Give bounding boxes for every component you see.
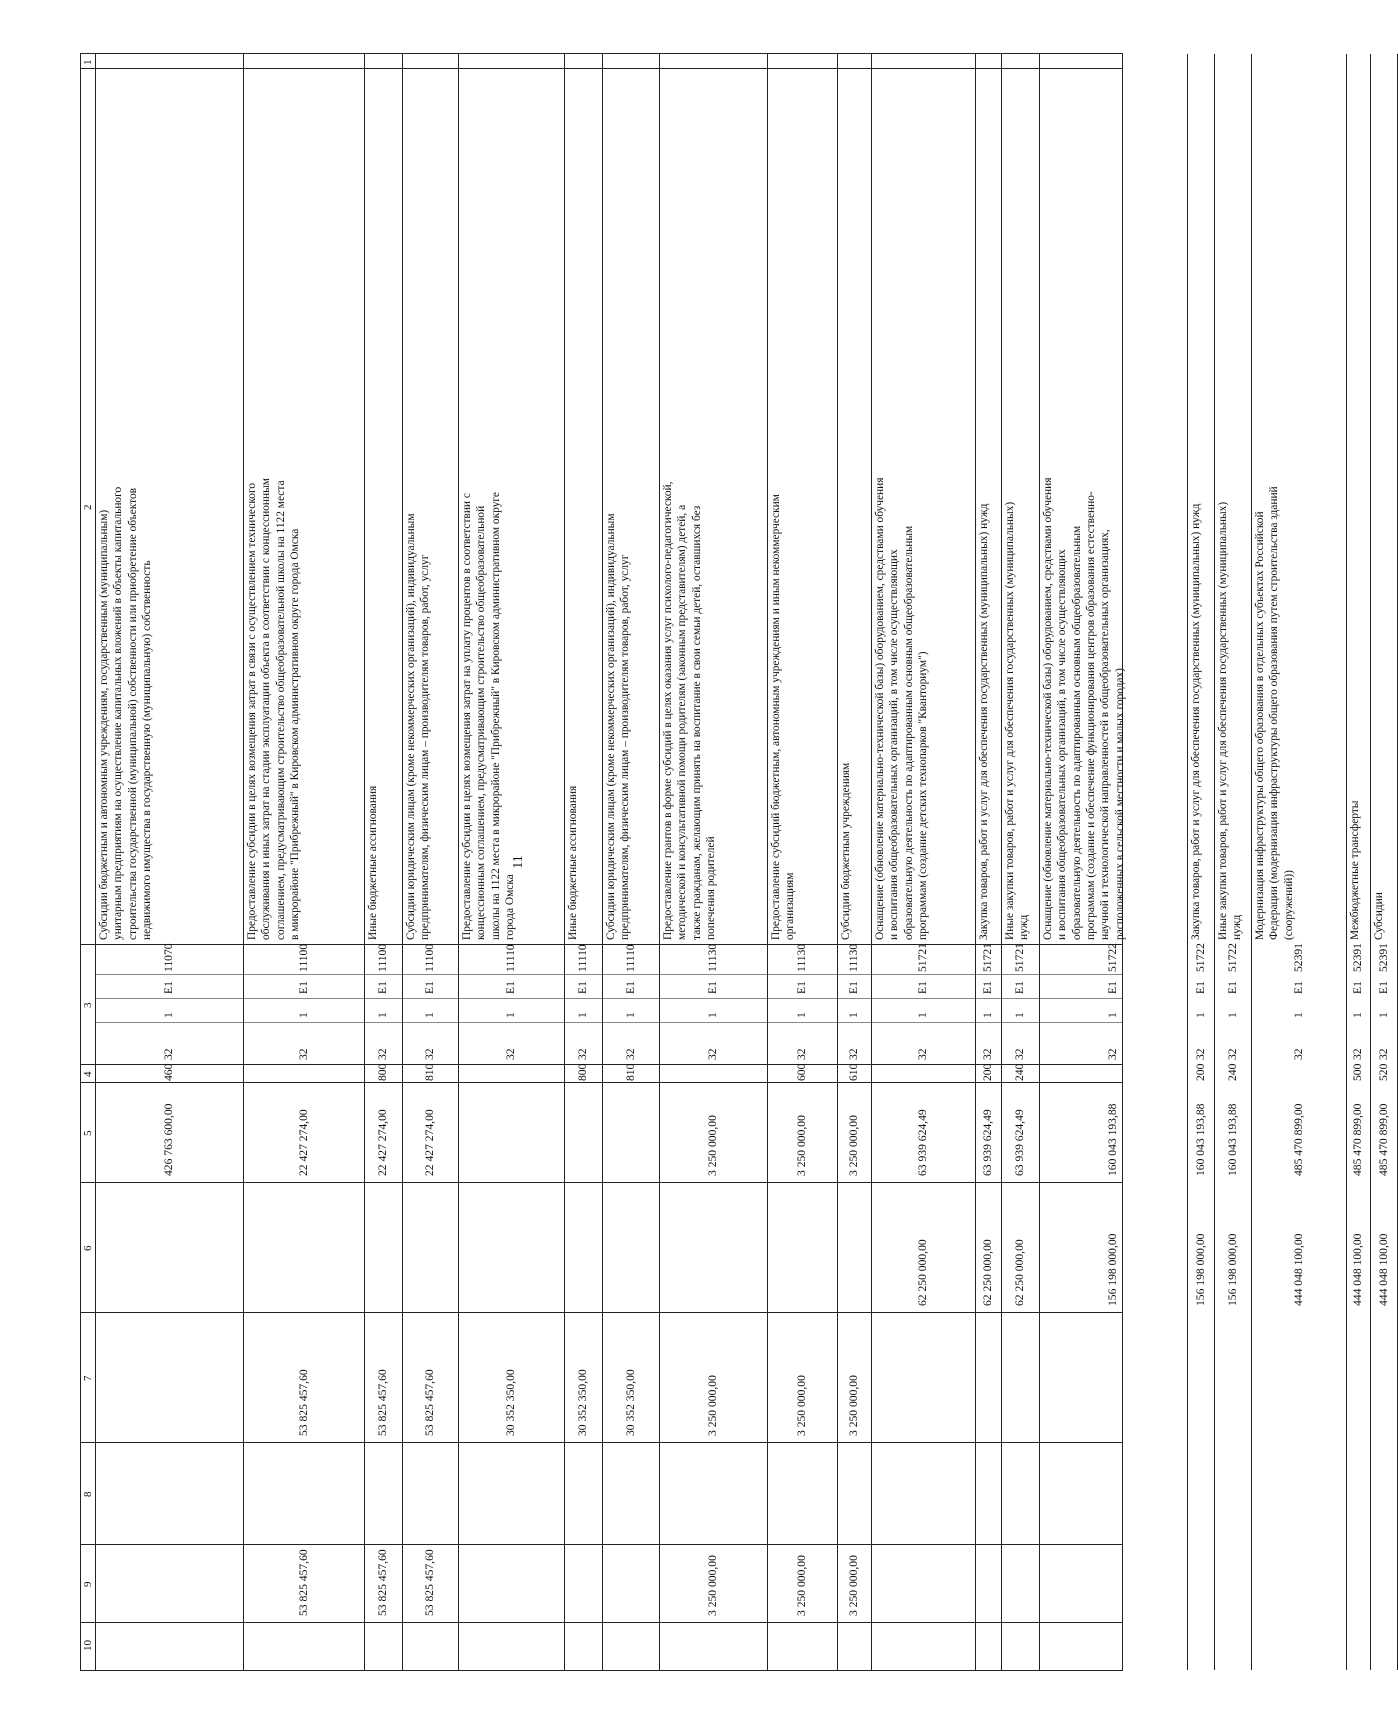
code-part-1: 32 bbox=[1291, 1048, 1305, 1060]
code-part-2: 1 bbox=[423, 1012, 436, 1018]
code-part-1: 32 bbox=[1013, 1048, 1026, 1060]
code-part-1: 32 bbox=[1106, 1048, 1119, 1060]
row-name: Закупка товаров, работ и услуг для обеспечения государственных (муниципальных) нужд bbox=[978, 503, 990, 940]
row-name: Иные закупки товаров, работ и услуг для обеспечения государственных (муниципальных) нужд bbox=[1217, 501, 1244, 940]
expense-type-code: 800 bbox=[576, 1063, 589, 1081]
amount-c6: 444 048 100,00 bbox=[1376, 1233, 1390, 1306]
code-part-2: 1 bbox=[847, 1012, 860, 1018]
code-part-1: 32 bbox=[706, 1048, 719, 1060]
row-name: Иные бюджетные ассигнования bbox=[567, 785, 579, 940]
amount-c5: 160 043 193,88 bbox=[1193, 1103, 1207, 1176]
code-part-4: 51721 bbox=[916, 943, 929, 972]
table-row bbox=[1214, 54, 1252, 1670]
amount-c7: 53 825 457,60 bbox=[296, 1369, 310, 1436]
expense-type-code: 200 bbox=[981, 1063, 994, 1081]
table-row bbox=[95, 54, 244, 1670]
code-part-3: E1 bbox=[706, 981, 719, 994]
code-part-3: E1 bbox=[795, 981, 808, 994]
table-row bbox=[1001, 54, 1040, 1670]
row-name: Иные бюджетные ассигнования bbox=[367, 785, 379, 940]
column-header-3: 3 bbox=[82, 1002, 94, 1008]
column-header-2: 2 bbox=[82, 504, 94, 510]
column-header-7: 7 bbox=[82, 1375, 94, 1381]
column-header-1: 1 bbox=[82, 59, 94, 65]
table-row bbox=[1187, 54, 1215, 1670]
amount-c9: 53 825 457,60 bbox=[423, 1549, 436, 1616]
amount-c6: 62 250 000,00 bbox=[981, 1239, 994, 1306]
code-part-1: 32 bbox=[795, 1048, 808, 1060]
amount-c5: 160 043 193,88 bbox=[1106, 1103, 1119, 1176]
expense-type-code: 200 bbox=[1193, 1063, 1207, 1081]
amount-c5: 485 470 899,00 bbox=[1351, 1103, 1364, 1176]
row-name: Субсидии бюджетным и автономным учреждениям, государственным (муниципальным) унитарным предприятиям на осуществление капитальных вложений в объекты капитального строительства государственной (муниципальной) собственности или приобретение объектов недвижимого имущества в государственную (муниципальную) собственность bbox=[98, 486, 154, 940]
table-row bbox=[837, 54, 872, 1670]
code-part-3: E1 bbox=[981, 981, 994, 994]
row-name: Межбюджетные трансферты bbox=[1349, 800, 1361, 940]
code-part-1: 32 bbox=[1376, 1048, 1390, 1060]
column-header-8: 8 bbox=[82, 1491, 94, 1497]
amount-c5: 22 427 274,00 bbox=[376, 1109, 389, 1176]
amount-c9: 3 250 000,00 bbox=[795, 1555, 808, 1616]
code-part-2: 1 bbox=[1106, 1012, 1119, 1018]
table-row bbox=[364, 54, 403, 1670]
code-part-4: 51722 bbox=[1106, 943, 1119, 972]
code-part-4: 52391 bbox=[1351, 943, 1364, 972]
code-part-4: 11110 bbox=[504, 944, 517, 972]
code-part-2: 1 bbox=[916, 1012, 929, 1018]
table-row bbox=[1370, 54, 1398, 1670]
code-part-3: E1 bbox=[1351, 981, 1364, 994]
code-part-1: 32 bbox=[504, 1048, 517, 1060]
amount-c5: 426 763 600,00 bbox=[162, 1103, 175, 1176]
column-header-10: 10 bbox=[82, 1640, 94, 1651]
amount-c7: 30 352 350,00 bbox=[623, 1369, 637, 1436]
row-name: Оснащение (обновление материально-технической базы) оборудованием, средствами обучения и воспитания общеобразовательных организаций, в том числе осуществляющих образовательную деятельность по адаптированным основным общеобразовательным программам (создание и обеспечение функционирования центров образования естественно- научной и технологической направленностей в общеобразовательных организациях, расположенных в сельской местности и малых городах) bbox=[1042, 477, 1126, 940]
table-row bbox=[659, 54, 768, 1670]
page-number: 11 bbox=[511, 855, 526, 869]
code-part-1: 32 bbox=[847, 1048, 860, 1060]
code-part-2: 1 bbox=[1013, 1012, 1026, 1018]
amount-c6: 156 198 000,00 bbox=[1106, 1233, 1119, 1306]
code-part-1: 32 bbox=[623, 1048, 637, 1060]
code-part-1: 32 bbox=[916, 1048, 929, 1060]
table-row bbox=[564, 54, 603, 1670]
row-name: Субсидии юридическим лицам (кроме некоммерческих организаций), индивидуальным предпринимателям, физическим лицам – производителям товаров, работ, услуг bbox=[405, 513, 432, 940]
amount-c5: 3 250 000,00 bbox=[795, 1115, 808, 1176]
table-row bbox=[1039, 54, 1188, 1670]
code-part-2: 1 bbox=[504, 1012, 517, 1018]
code-part-4: 11070 bbox=[162, 943, 175, 972]
expense-type-code: 610 bbox=[847, 1063, 860, 1081]
table-row bbox=[871, 54, 976, 1670]
amount-c5: 63 939 624,49 bbox=[1013, 1109, 1026, 1176]
code-part-3: E1 bbox=[376, 981, 389, 994]
row-name: Закупка товаров, работ и услуг для обеспечения государственных (муниципальных) нужд bbox=[1190, 503, 1202, 940]
row-name: Иные закупки товаров, работ и услуг для обеспечения государственных (муниципальных) нужд bbox=[1004, 501, 1031, 940]
amount-c9: 3 250 000,00 bbox=[847, 1555, 860, 1616]
code-part-2: 1 bbox=[1351, 1012, 1364, 1018]
code-part-1: 32 bbox=[1225, 1048, 1239, 1060]
amount-c5: 160 043 193,88 bbox=[1225, 1103, 1239, 1176]
expense-type-code: 810 bbox=[623, 1063, 637, 1081]
code-part-2: 1 bbox=[1225, 1012, 1239, 1018]
amount-c5: 63 939 624,49 bbox=[981, 1109, 994, 1176]
code-part-2: 1 bbox=[376, 1012, 389, 1018]
code-part-2: 1 bbox=[706, 1012, 719, 1018]
row-name: Предоставление субсидии в целях возмещения затрат на уплату процентов в соответствии с концессионным соглашением, предусматривающим строительство общеобразовательной школы на 1122 места в микрорайоне "Прибрежный" в Кировском административном округе города Омска bbox=[461, 492, 517, 940]
amount-c7: 30 352 350,00 bbox=[576, 1369, 589, 1436]
row-name: Субсидии бюджетным учреждениям bbox=[840, 762, 852, 940]
row-name: Оснащение (обновление материально-технической базы) оборудованием, средствами обучения и воспитания общеобразовательных организаций, в том числе осуществляющих образовательную деятельность по адаптированным основным общеобразовательным программам (создание детских технопарков "Кванториум") bbox=[874, 477, 930, 940]
expense-type-code: 600 bbox=[795, 1063, 808, 1081]
row-name: Предоставление субсидии в целях возмещения затрат в связи с осуществлением технического обслуживания и иных затрат на стадии эксплуатации объекта в соответствии с концессионным соглашением, предусматривающим строительство общеобразовательной школы на 1122 места в микрорайоне "Прибрежный" в Кировском административном округе города Омска bbox=[246, 478, 302, 940]
code-part-3: E1 bbox=[1106, 981, 1119, 994]
code-part-4: 11110 bbox=[576, 944, 589, 972]
amount-c9: 53 825 457,60 bbox=[376, 1549, 389, 1616]
code-part-3: E1 bbox=[296, 981, 310, 994]
code-part-1: 32 bbox=[576, 1048, 589, 1060]
code-part-3: E1 bbox=[623, 981, 637, 994]
amount-c5: 22 427 274,00 bbox=[296, 1109, 310, 1176]
expense-type-code: 810 bbox=[423, 1063, 436, 1081]
amount-c9: 3 250 000,00 bbox=[706, 1555, 719, 1616]
amount-c7: 53 825 457,60 bbox=[376, 1369, 389, 1436]
amount-c7: 3 250 000,00 bbox=[795, 1375, 808, 1436]
code-part-4: 11130 bbox=[706, 943, 719, 972]
row-name: Субсидии bbox=[1373, 892, 1385, 940]
amount-c5: 22 427 274,00 bbox=[423, 1109, 436, 1176]
code-part-3: E1 bbox=[916, 981, 929, 994]
table-row bbox=[1346, 54, 1371, 1670]
code-part-4: 11100 bbox=[376, 943, 389, 972]
code-part-4: 52391 bbox=[1376, 943, 1390, 972]
amount-c7: 30 352 350,00 bbox=[504, 1369, 517, 1436]
column-header-6: 6 bbox=[82, 1245, 94, 1251]
amount-c6: 444 048 100,00 bbox=[1351, 1233, 1364, 1306]
code-part-1: 32 bbox=[1193, 1048, 1207, 1060]
code-part-3: E1 bbox=[162, 981, 175, 994]
code-part-3: E1 bbox=[423, 981, 436, 994]
amount-c5: 3 250 000,00 bbox=[706, 1115, 719, 1176]
row-name: Предоставление субсидий бюджетным, автономным учреждениям и иным некоммерческим организациям bbox=[770, 494, 797, 940]
amount-c7: 3 250 000,00 bbox=[847, 1375, 860, 1436]
code-part-3: E1 bbox=[576, 981, 589, 994]
code-part-3: E1 bbox=[1013, 981, 1026, 994]
amount-c7: 53 825 457,60 bbox=[423, 1369, 436, 1436]
code-part-2: 1 bbox=[1376, 1012, 1390, 1018]
header-row bbox=[81, 54, 96, 1670]
row-name: Субсидии юридическим лицам (кроме некоммерческих организаций), индивидуальным предпринимателям, физическим лицам – производителям товаров, работ, услуг bbox=[605, 513, 632, 940]
code-part-4: 11130 bbox=[795, 943, 808, 972]
code-part-2: 1 bbox=[981, 1012, 994, 1018]
code-part-2: 1 bbox=[576, 1012, 589, 1018]
code-part-1: 32 bbox=[423, 1048, 436, 1060]
row-name: Предоставление грантов в форме субсидий в целях оказания услуг психолого-педагогической, методической и консультативной помощи родителям (законным представителям) детей, а также гражданам, желающим принять на воспитание в свои семьи детей, оставшихся без попечения родителей bbox=[662, 481, 718, 940]
table-row bbox=[975, 54, 1002, 1670]
code-part-1: 32 bbox=[981, 1048, 994, 1060]
code-part-2: 1 bbox=[623, 1012, 637, 1018]
code-part-3: E1 bbox=[847, 981, 860, 994]
amount-c6: 156 198 000,00 bbox=[1225, 1233, 1239, 1306]
code-part-4: 51722 bbox=[1193, 943, 1207, 972]
expense-type-code: 500 bbox=[1351, 1063, 1364, 1081]
table-row bbox=[1251, 54, 1347, 1670]
column-header-5: 5 bbox=[82, 1130, 94, 1136]
amount-c6: 444 048 100,00 bbox=[1291, 1233, 1305, 1306]
column-header-4: 4 bbox=[82, 1071, 94, 1077]
code-part-4: 11100 bbox=[296, 943, 310, 972]
amount-c5: 3 250 000,00 bbox=[847, 1115, 860, 1176]
code-part-3: E1 bbox=[504, 981, 517, 994]
expense-type-code: 520 bbox=[1376, 1063, 1390, 1081]
code-part-2: 1 bbox=[296, 1012, 310, 1018]
amount-c7: 3 250 000,00 bbox=[706, 1375, 719, 1436]
code-part-3: E1 bbox=[1376, 981, 1390, 994]
code-part-2: 1 bbox=[795, 1012, 808, 1018]
code-part-1: 32 bbox=[376, 1048, 389, 1060]
code-part-4: 11110 bbox=[623, 944, 637, 972]
row-name: Модернизация инфраструктуры общего образования в отдельных субъектах Российской Федерации (модернизация инфраструктуры общего образования путем строительства зданий (сооружений)) bbox=[1254, 486, 1295, 940]
code-part-4: 51722 bbox=[1225, 943, 1239, 972]
expense-type-code: 240 bbox=[1225, 1063, 1239, 1081]
table-row bbox=[243, 54, 365, 1670]
expense-type-code: 240 bbox=[1013, 1063, 1026, 1081]
table-row bbox=[402, 54, 459, 1670]
code-part-1: 32 bbox=[162, 1048, 175, 1060]
code-part-1: 32 bbox=[296, 1048, 310, 1060]
amount-c9: 53 825 457,60 bbox=[296, 1549, 310, 1616]
table-row bbox=[602, 54, 660, 1670]
amount-c5: 485 470 899,00 bbox=[1291, 1103, 1305, 1176]
budget-table bbox=[80, 53, 1390, 1671]
code-part-4: 51721 bbox=[981, 943, 994, 972]
code-part-4: 52391 bbox=[1291, 943, 1305, 972]
code-part-3: E1 bbox=[1291, 981, 1305, 994]
code-part-2: 1 bbox=[1291, 1012, 1305, 1018]
amount-c6: 156 198 000,00 bbox=[1193, 1233, 1207, 1306]
code-part-3: E1 bbox=[1193, 981, 1207, 994]
code-part-4: 11130 bbox=[847, 943, 860, 972]
amount-c5: 485 470 899,00 bbox=[1376, 1103, 1390, 1176]
column-header-9: 9 bbox=[82, 1581, 94, 1587]
table-row bbox=[767, 54, 838, 1670]
amount-c6: 62 250 000,00 bbox=[1013, 1239, 1026, 1306]
code-part-4: 11100 bbox=[423, 943, 436, 972]
expense-type-code: 460 bbox=[162, 1063, 175, 1081]
expense-type-code: 800 bbox=[376, 1063, 389, 1081]
amount-c5: 63 939 624,49 bbox=[916, 1109, 929, 1176]
code-part-4: 51721 bbox=[1013, 943, 1026, 972]
code-part-3: E1 bbox=[1225, 981, 1239, 994]
code-part-2: 1 bbox=[162, 1012, 175, 1018]
code-part-2: 1 bbox=[1193, 1012, 1207, 1018]
code-part-1: 32 bbox=[1351, 1048, 1364, 1060]
amount-c6: 62 250 000,00 bbox=[916, 1239, 929, 1306]
table-row bbox=[458, 54, 565, 1670]
